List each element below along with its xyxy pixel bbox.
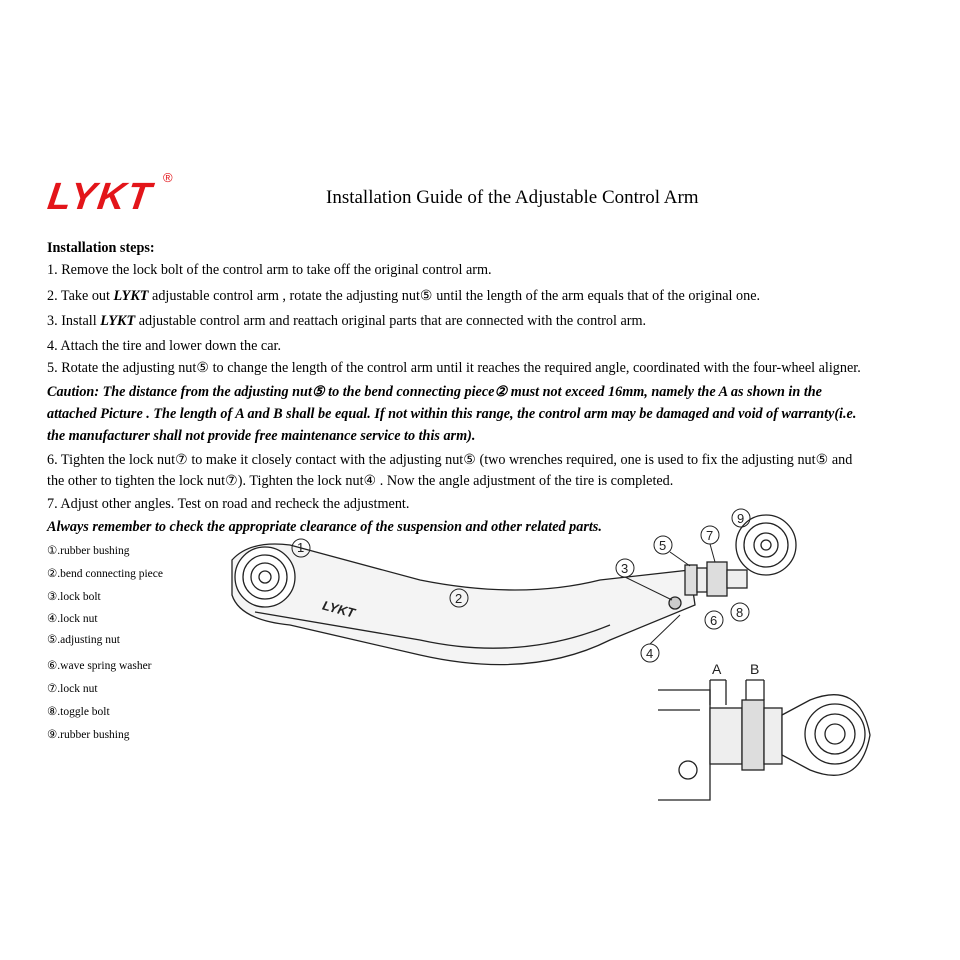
step-4: 4. Attach the tire and lower down the car.	[47, 338, 282, 354]
bushing-1	[235, 547, 295, 607]
dimension-a-label: A	[712, 661, 722, 677]
part-4: ④.lock nut	[47, 613, 98, 625]
section-heading: Installation steps:	[47, 240, 155, 256]
dimension-b-label: B	[750, 661, 760, 677]
caution-line-1: Caution: The distance from the adjusting nut⑤ to the bend connecting piece② must not exceed 16mm, namely the A as shown in the	[47, 384, 822, 400]
part-1: ①.rubber bushing	[47, 545, 130, 557]
callout-6: 6	[710, 613, 718, 628]
part-8: ⑧.toggle bolt	[47, 706, 110, 718]
callout-1: 1	[297, 540, 305, 555]
part-7: ⑦.lock nut	[47, 683, 98, 695]
caution-line-2: attached Picture . The length of A and B shall be equal. If not within this range, the control arm may be damaged and void of warranty(i.e.	[47, 406, 857, 422]
lock-bolt	[669, 597, 681, 609]
callout-8: 8	[736, 605, 744, 620]
callout-2: 2	[455, 591, 463, 606]
callout-5: 5	[659, 538, 667, 553]
step-7: 7. Adjust other angles. Test on road and recheck the adjustment.	[47, 496, 410, 512]
step-1: 1. Remove the lock bolt of the control arm to take off the original control arm.	[47, 262, 492, 278]
callout-9: 9	[737, 511, 745, 526]
step-3: 3. Install LYKT adjustable control arm and reattach original parts that are connected with the control arm.	[47, 313, 647, 329]
bushing-9	[736, 515, 796, 575]
callout-7: 7	[706, 528, 714, 543]
reminder: Always remember to check the appropriate clearance of the suspension and other related parts.	[47, 519, 602, 535]
step-6-line-1: 6. Tighten the lock nut⑦ to make it closely contact with the adjusting nut⑤ (two wrenches required, one is used to fix the adjusting nut⑤ and	[47, 452, 853, 468]
page-title: Installation Guide of the Adjustable Control Arm	[326, 187, 699, 208]
arm-brand-text: LYKT	[320, 597, 357, 621]
part-9: ⑨.rubber bushing	[47, 729, 130, 741]
caution-line-3: the manufacturer shall not provide free maintenance service to this arm).	[47, 428, 476, 444]
step-6-line-2: the other to tighten the lock nut⑦). Tighten the lock nut④ . Now the angle adjustment of the tire is completed.	[47, 473, 674, 489]
part-5: ⑤.adjusting nut	[47, 634, 120, 646]
lock-nut	[707, 562, 727, 596]
part-3: ③.lock bolt	[47, 591, 101, 603]
callout-3: 3	[621, 561, 629, 576]
part-6: ⑥.wave spring washer	[47, 660, 152, 672]
detail-view	[658, 661, 870, 800]
callout-4: 4	[646, 646, 654, 661]
registered-mark: ®	[163, 170, 173, 185]
part-2: ②.bend connecting piece	[47, 568, 163, 580]
step-5: 5. Rotate the adjusting nut⑤ to change the length of the control arm until it reaches the required angle, coordinated with the four-wheel aligner.	[47, 360, 861, 376]
step-2: 2. Take out LYKT adjustable control arm , rotate the adjusting nut⑤ until the length of the arm equals that of the original one.	[47, 288, 761, 304]
adjusting-nut	[685, 565, 697, 595]
brand-logo: LYKT	[45, 176, 156, 218]
